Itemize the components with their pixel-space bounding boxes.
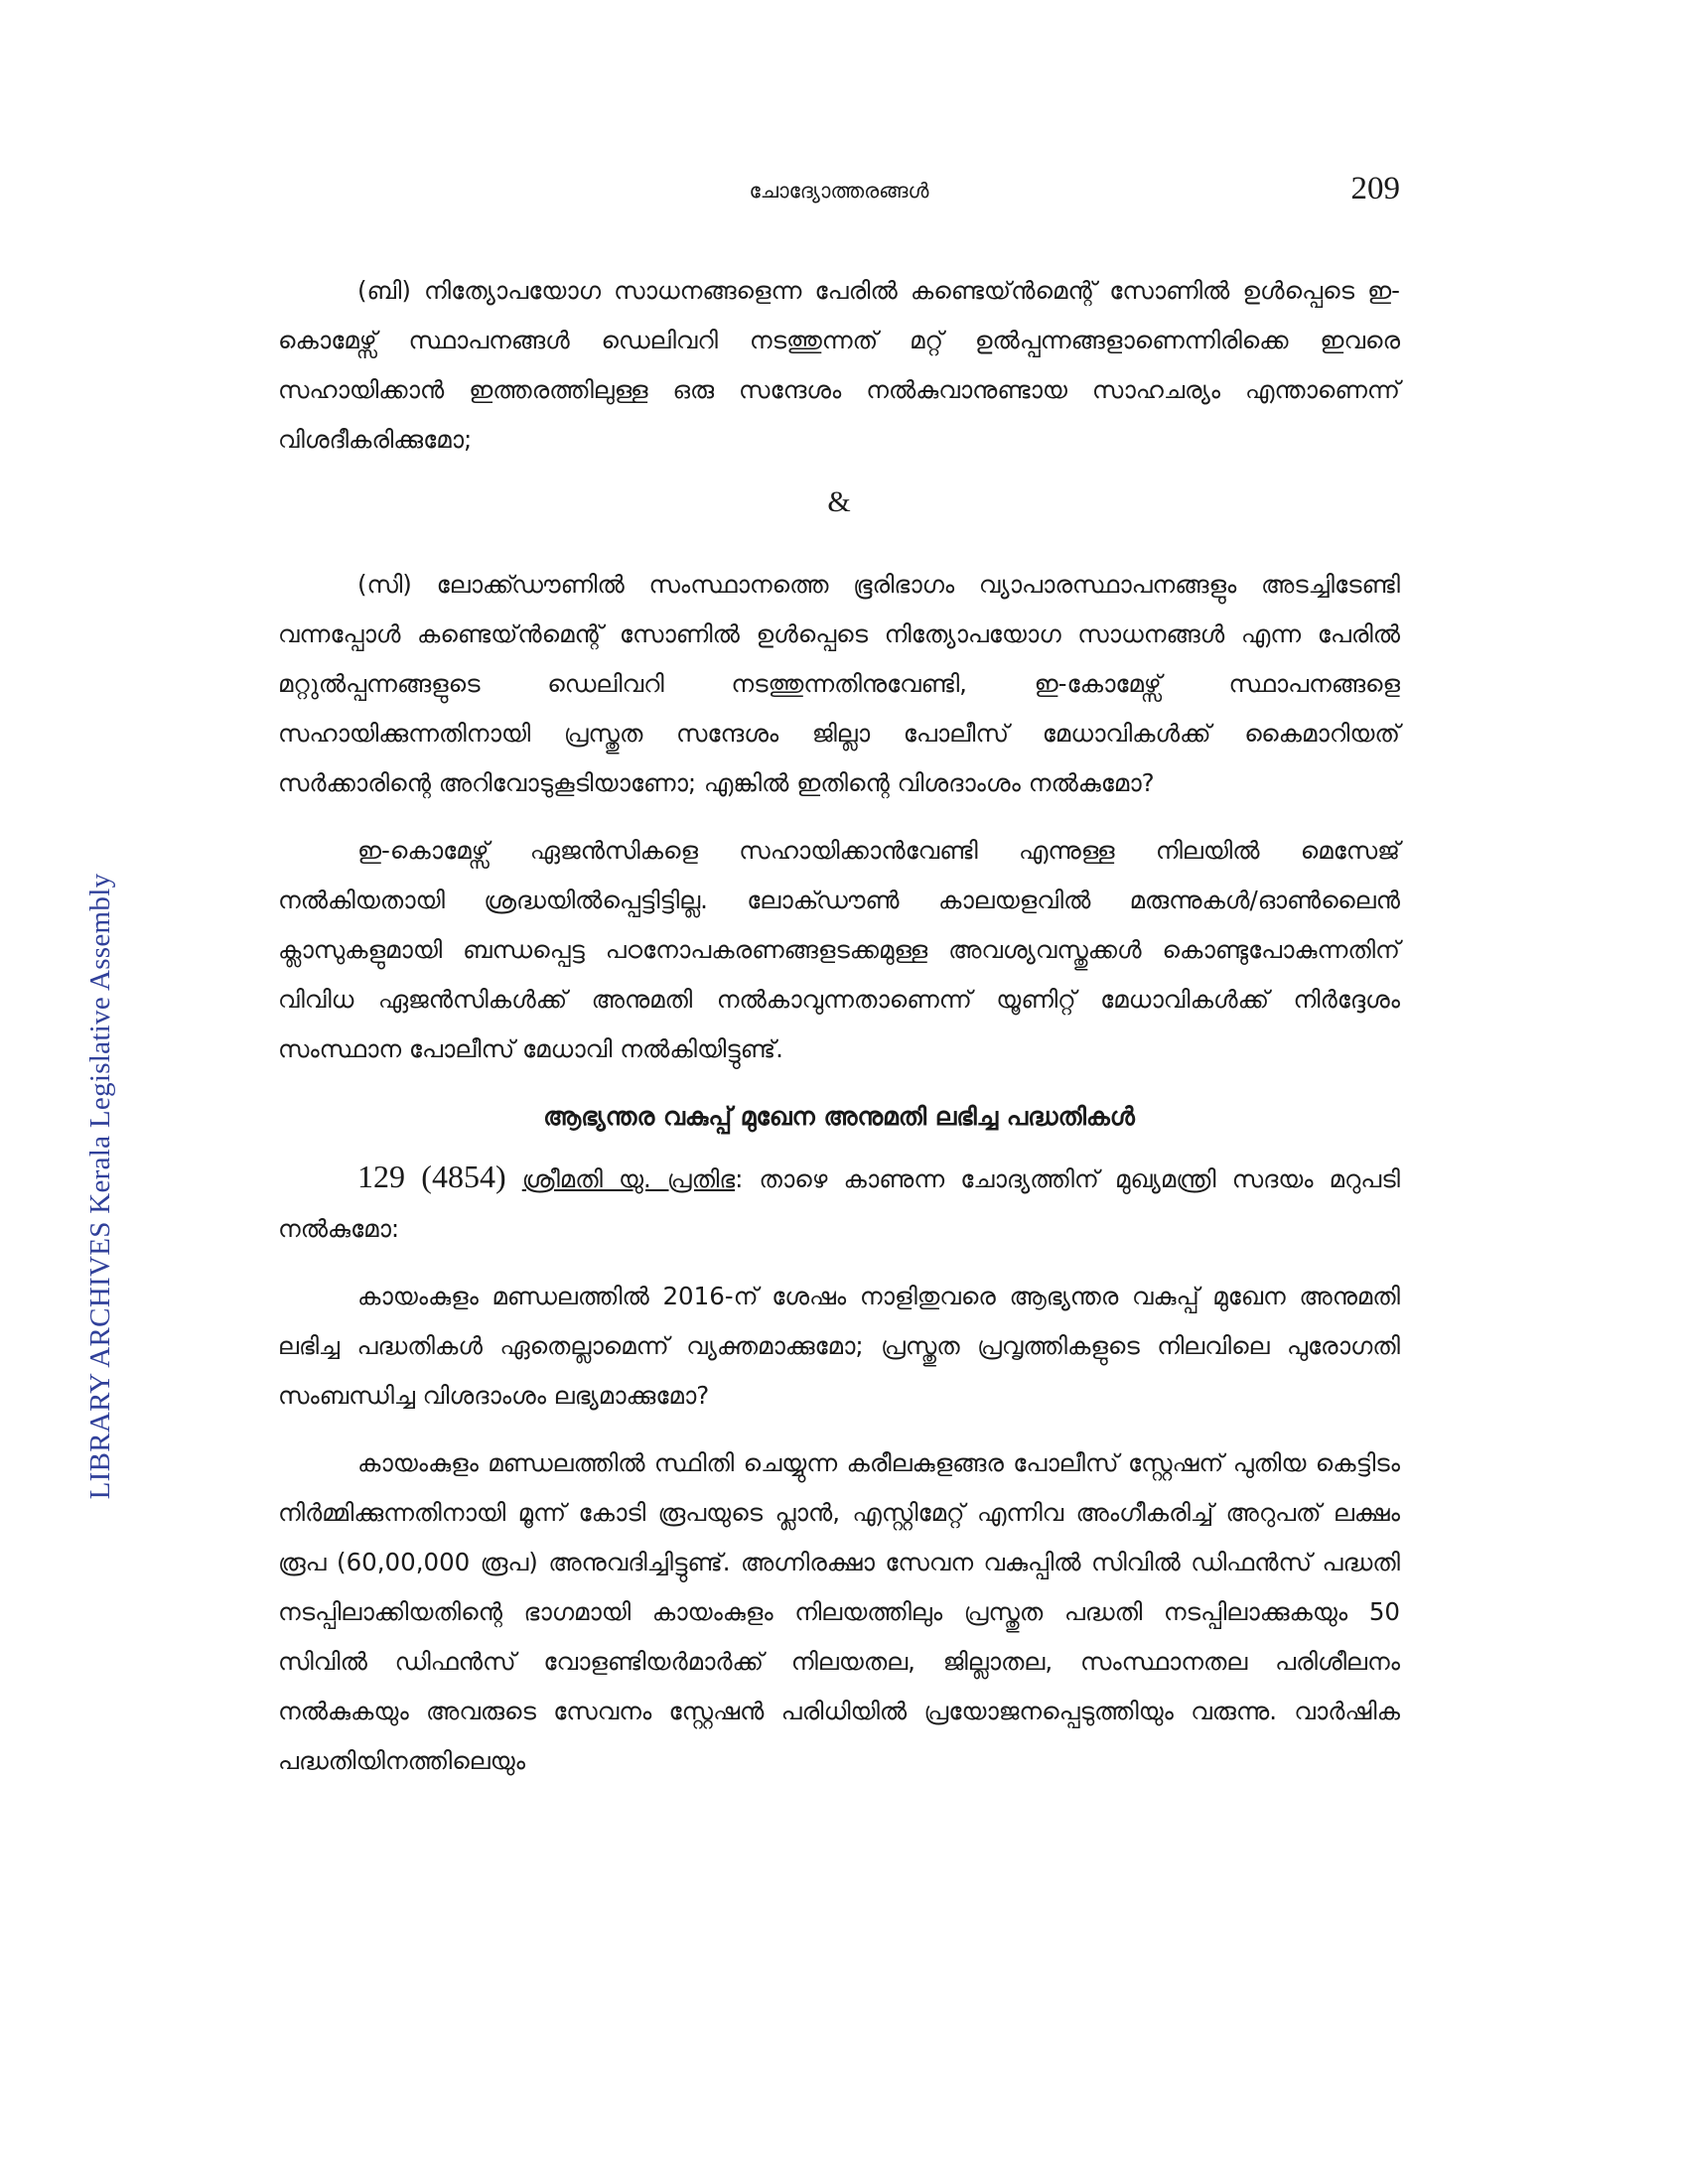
answer-paragraph-2: കായംകുളം മണ്ഡലത്തിൽ സ്ഥിതി ചെയ്യുന്ന കരീലകുളങ്ങര പോലീസ് സ്റ്റേഷന് പുതിയ കെട്ടിടം നിർമ്മിക്കുന്നതിനായി മൂന്ന് കോടി രൂപയുടെ പ്ലാൻ, എസ്റ്റിമേറ്റ് എന്നിവ അംഗീകരിച്ച് അറുപത് ലക്ഷം രൂപ (60,00,000 രൂപ) അനുവദിച്ചിട്ടുണ്ട്. അഗ്നിരക്ഷാ സേവന വകുപ്പിൽ സിവിൽ ഡിഫൻസ് പദ്ധതി നടപ്പിലാക്കിയതിന്റെ ഭാഗമായി കായംകുളം നിലയത്തിലും പ്രസ്തുത പദ്ധതി നടപ്പിലാക്കുകയും 50 സിവിൽ ഡിഫൻസ് വോളണ്ടിയർമാർക്ക് നിലയതല, ജില്ലാതല, സംസ്ഥാനതല പരിശീലനം നൽകുകയും അവരുടെ സേവനം സ്റ്റേഷൻ പരിധിയിൽ പ്രയോജനപ്പെടുത്തിയും വരുന്നു. വാർഷിക പദ്ധതിയിനത്തിലെയും	[278, 1448, 1400, 1775]
running-title: ചോദ്യോത്തരങ്ങൾ	[749, 179, 929, 203]
question-intro	[278, 1152, 1400, 1254]
answer-paragraph: ഇ-കൊമേഴ്സ് ഏജൻസികളെ സഹായിക്കാൻവേണ്ടി എന്നുള്ള നിലയിൽ മെസേജ് നൽകിയതായി ശ്രദ്ധയിൽപ്പെട്ടിട്ടില്ല. ലോക്ഡൗൺ കാലയളവിൽ മരുന്നുകൾ/ഓൺലൈൻ ക്ലാസുകളുമായി ബന്ധപ്പെട്ട പഠനോപകരണങ്ങളടക്കമുള്ള അവശ്യവസ്തുക്കൾ കൊണ്ടുപോകുന്നതിന് വിവിധ ഏജൻസികൾക്ക് അനുമതി നൽകാവുന്നതാണെന്ന് യൂണിറ്റ് മേധാവികൾക്ക് നിർദ്ദേശം സംസ്ഥാന പോലീസ് മേധാവി നൽകിയിട്ടുണ്ട്.	[278, 836, 1400, 1063]
question-number: 129 (4854)	[357, 1159, 506, 1194]
page-number: 209	[1350, 171, 1400, 206]
question-part-c: (സി) ലോക്ക്ഡൗണിൽ സംസ്ഥാനത്തെ ഭൂരിഭാഗം വ്യാപാരസ്ഥാപനങ്ങളും അടച്ചിടേണ്ടി വന്നപ്പോൾ കണ്ടെയ്‌ൻമെന്റ് സോണിൽ ഉൾപ്പെടെ നിത്യോപയോഗ സാധനങ്ങൾ എന്ന പേരിൽ മറ്റുൽപ്പന്നങ്ങളുടെ ഡെലിവറി നടത്തുന്നതിനുവേണ്ടി, ഇ-കോമേഴ്സ് സ്ഥാപനങ്ങളെ സഹായിക്കുന്നതിനായി പ്രസ്തുത സന്ദേശം ജില്ലാ പോലീസ് മേധാവികൾക്ക് കൈമാറിയത് സർക്കാരിന്റെ അറിവോടുകൂടിയാണോ; എങ്കിൽ ഇതിന്റെ വിശദാംശം നൽകുമോ?	[278, 570, 1400, 797]
question-part-b: (ബി) നിത്യോപയോഗ സാധനങ്ങളെന്ന പേരിൽ കണ്ടെയ്‌ൻമെന്റ് സോണിൽ ഉൾപ്പെടെ ഇ-കൊമേഴ്സ് സ്ഥാപനങ്ങൾ ഡെലിവറി നടത്തുന്നത് മറ്റ് ഉൽപ്പന്നങ്ങളാണെന്നിരിക്കെ ഇവരെ സഹായിക്കാൻ ഇത്തരത്തിലുള്ള ഒരു സന്ദേശം നൽകുവാനുണ്ടായ സാഹചര്യം എന്താണെന്ന് വിശദീകരിക്കുമോ;	[278, 276, 1400, 454]
page-header	[278, 171, 1400, 210]
ampersand-separator: &	[827, 485, 851, 518]
member-name: ശ്രീമതി യു. പ്രതിഭ	[521, 1164, 736, 1193]
question-intro-text: : താഴെ കാണുന്ന ചോദ്യത്തിന് മുഖ്യമന്ത്രി സദയം മറുപടി നൽകുമോ:	[278, 1164, 1400, 1243]
page-body	[278, 266, 1400, 1804]
section-heading: ആഭ്യന്തര വകുപ്പ് മുഖേന അനുമതി ലഭിച്ച പദ്ധതികൾ	[543, 1102, 1135, 1131]
question-text: കായംകുളം മണ്ഡലത്തിൽ 2016-ന് ശേഷം നാളിതുവരെ ആഭ്യന്തര വകുപ്പ് മുഖേന അനുമതി ലഭിച്ച പദ്ധതികൾ ഏതെല്ലാമെന്ന് വ്യക്തമാക്കുമോ; പ്രസ്തുത പ്രവൃത്തികളുടെ നിലവിലെ പുരോഗതി സംബന്ധിച്ച വിശദാംശം ലഭ്യമാക്കുമോ?	[278, 1282, 1400, 1410]
archive-watermark: LIBRARY ARCHIVES Kerala Legislative Assembly	[84, 873, 116, 1500]
